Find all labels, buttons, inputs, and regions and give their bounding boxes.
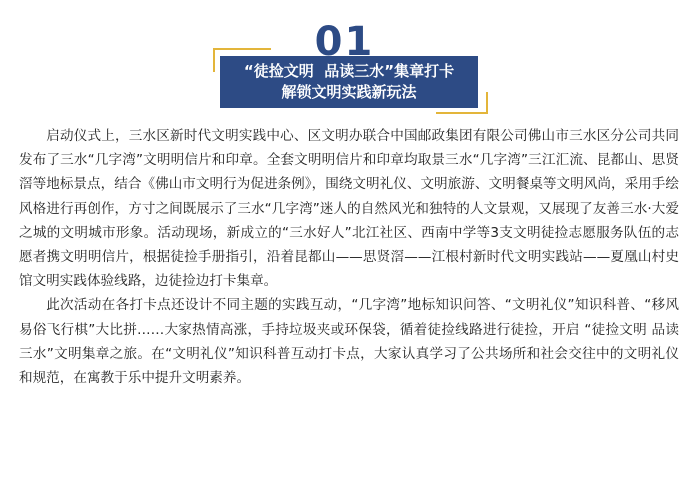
paragraph-2: 此次活动在各打卡点还设计不同主题的实践互动，“几字湾”地标知识问答、“文明礼仪”知识科普、“移风易俗飞行棋”大比拼……大家热情高涨，手持垃圾夹或环保袋，循着徒捡线路进行徒捡，开启 “徒捡文明 品读三水”文明集章之旅。在“文明礼仪”知识科普互动打卡点，大家认真学习了公共场所和社会交往中的文明礼仪和规范，在寓教于乐中提升文明素养。: [19, 297, 679, 387]
paragraph-1: 启动仪式上，三水区新时代文明实践中心、区文明办联合中国邮政集团有限公司佛山市三水区分公司共同发布了三水“几字湾”文明明信片和印章。全套文明明信片和印章均取景三水“几字湾”三江汇流、昆都山、思贤滘等地标景点，结合《佛山市文明行为促进条例》，围绕文明礼仪、文明旅游、文明餐桌等文明风尚，采用手绘风格进行再创作，方寸之间既展示了三水“几字湾”迷人的自然风光和独特的人文景观，又展现了友善三水·大爱之城的文明城市形象。活动现场，新成立的“三水好人”北江社区、西南中学等3支文明徒捡志愿服务队伍的志愿者携文明明信片，根据徒捡手册指引，沿着昆都山——思贤滘——江根村新时代文明实践站——夏凰山村史馆文明实践体验线路，边徒捡边打卡集章。: [19, 128, 679, 290]
section-title-line1: “徒捡文明 品读三水”集章打卡: [243, 62, 455, 80]
article-body: [19, 124, 679, 390]
section-header: [0, 0, 689, 120]
section-title-line2: 解锁文明实践新玩法: [281, 83, 417, 101]
section-number: 01: [314, 19, 375, 65]
